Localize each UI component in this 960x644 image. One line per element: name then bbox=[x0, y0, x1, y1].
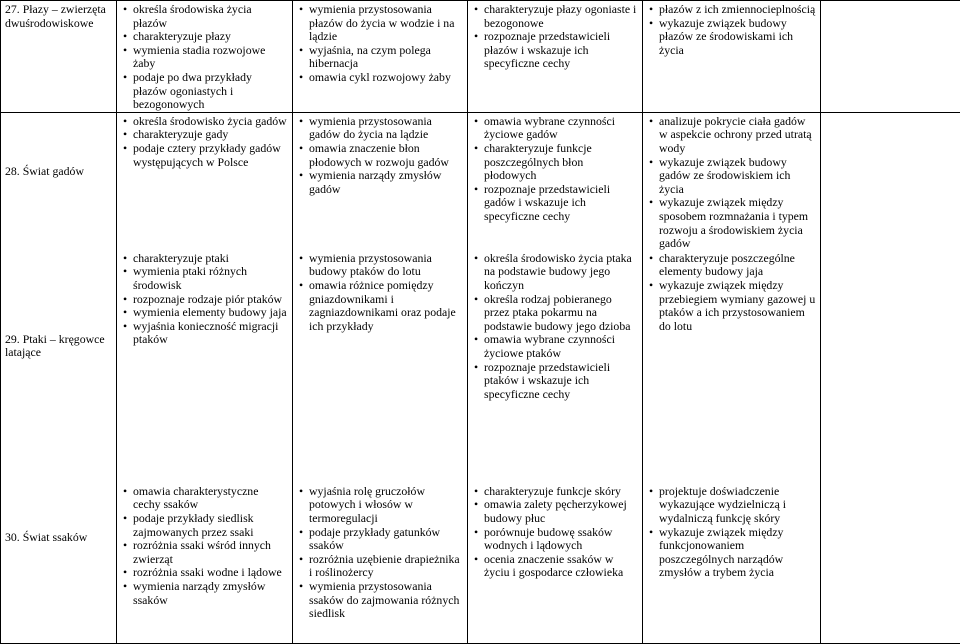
topic-title: 27. Płazy – zwierzęta dwuśrodowiskowe bbox=[5, 2, 106, 30]
requirement-item: • wyjaśnia konieczność migracji ptaków bbox=[123, 320, 288, 347]
requirement-item: • określa rodzaj pobieranego przez ptaka pokarmu na podstawie budowy jego dzioba bbox=[474, 293, 638, 334]
requirement-list bbox=[649, 485, 816, 580]
requirement-item: • wykazuje związek między sposobem rozmnażania i typem rozwoju a środowiskiem życia gadów bbox=[649, 196, 816, 250]
requirement-item: • omawia cykl rozwojowy żaby bbox=[299, 71, 463, 85]
requirement-list bbox=[123, 485, 288, 607]
requirement-item: • ocenia znaczenie ssaków w życiu i gospodarce człowieka bbox=[474, 553, 638, 580]
requirement-list bbox=[299, 485, 463, 621]
requirement-item: • wymienia ptaki różnych środowisk bbox=[123, 265, 288, 292]
requirement-list bbox=[474, 115, 638, 224]
requirement-list bbox=[474, 485, 638, 580]
requirement-item: • wyjaśnia, na czym polega hibernacja bbox=[299, 44, 463, 71]
requirement-item: • wykazuje związek między funkcjonowaniem poszczególnych narządów zmysłów a trybem życia bbox=[649, 526, 816, 580]
requirement-item: • omawia zalety pęcherzykowej budowy płuc bbox=[474, 498, 638, 525]
requirements-cell bbox=[643, 112, 821, 643]
requirement-list bbox=[299, 115, 463, 197]
requirement-item: • podaje przykłady gatunków ssaków bbox=[299, 526, 463, 553]
requirement-item: • wymienia przystosowania ssaków do zajmowania różnych siedlisk bbox=[299, 580, 463, 621]
requirement-item: • rozpoznaje przedstawicieli ptaków i wskazuje ich specyficzne cechy bbox=[474, 361, 638, 402]
requirements-cell bbox=[293, 112, 468, 643]
topic-cell bbox=[1, 112, 117, 643]
requirement-item: • rozpoznaje przedstawicieli płazów i wskazuje ich specyficzne cechy bbox=[474, 30, 638, 71]
requirement-item: • omawia różnice pomiędzy gniazdownikami i zagniazdownikami oraz podaje ich przykłady bbox=[299, 279, 463, 333]
requirement-list bbox=[123, 115, 288, 169]
requirement-item: • wymienia narządy zmysłów ssaków bbox=[123, 580, 288, 607]
requirement-item: • określa środowiska życia płazów bbox=[123, 3, 288, 30]
requirement-item: • wykazuje związek między przebiegiem wymiany gazowej u ptaków a ich przystosowaniem do lotu bbox=[649, 279, 816, 333]
requirements-cell bbox=[117, 1, 293, 113]
requirement-item: • rozpoznaje przedstawicieli gadów i wskazuje ich specyficzne cechy bbox=[474, 183, 638, 224]
requirement-item: • określa środowisko życia ptaka na podstawie budowy jego kończyn bbox=[474, 252, 638, 293]
requirement-item: • wymienia elementy budowy jaja bbox=[123, 306, 288, 320]
requirement-item: • porównuje budowę ssaków wodnych i lądowych bbox=[474, 526, 638, 553]
requirement-item: • wykazuje związek budowy gadów ze środowiskiem ich życia bbox=[649, 156, 816, 197]
requirement-item: • charakteryzuje gady bbox=[123, 128, 288, 142]
topic-title: 30. Świat ssaków bbox=[5, 531, 87, 545]
requirement-item: • projektuje doświadczenie wykazujące wydzielniczą i wydalniczą funkcję skóry bbox=[649, 485, 816, 526]
topic-cell bbox=[1, 1, 117, 113]
requirement-item: • płazów z ich zmiennocieplnością bbox=[649, 3, 816, 17]
requirement-item: • charakteryzuje funkcje poszczególnych błon płodowych bbox=[474, 142, 638, 183]
requirements-cell bbox=[117, 112, 293, 643]
requirement-item: • omawia znaczenie błon płodowych w rozwoju gadów bbox=[299, 142, 463, 169]
topic-title: 29. Ptaki – kręgowce latające bbox=[5, 333, 109, 360]
requirement-item: • wymienia narządy zmysłów gadów bbox=[299, 169, 463, 196]
requirement-item: • podaje cztery przykłady gadów występujących w Polsce bbox=[123, 142, 288, 169]
requirement-item: • omawia wybrane czynności życiowe ptaków bbox=[474, 333, 638, 360]
requirement-item: • wymienia stadia rozwojowe żaby bbox=[123, 44, 288, 71]
requirement-item: • rozpoznaje rodzaje piór ptaków bbox=[123, 293, 288, 307]
requirement-item: • omawia wybrane czynności życiowe gadów bbox=[474, 115, 638, 142]
requirement-item: • wykazuje związek budowy płazów ze środowiskami ich życia bbox=[649, 17, 816, 58]
requirement-item: • charakteryzuje płazy ogoniaste i bezogonowe bbox=[474, 3, 638, 30]
requirement-item: • podaje przykłady siedlisk zajmowanych przez ssaki bbox=[123, 512, 288, 539]
topic-title: 28. Świat gadów bbox=[5, 165, 84, 179]
requirements-cell bbox=[643, 1, 821, 113]
requirement-list bbox=[474, 252, 638, 402]
requirement-item: • określa środowisko życia gadów bbox=[123, 115, 288, 129]
requirement-item: • rozróżnia ssaki wodne i lądowe bbox=[123, 566, 288, 580]
requirement-item: • wymienia przystosowania płazów do życia w wodzie i na lądzie bbox=[299, 3, 463, 44]
requirement-item: • wyjaśnia rolę gruczołów potowych i włosów w termoregulacji bbox=[299, 485, 463, 526]
requirement-item: • charakteryzuje płazy bbox=[123, 30, 288, 44]
requirement-item: • rozróżnia ssaki wśród innych zwierząt bbox=[123, 539, 288, 566]
requirement-item: • rozróżnia uzębienie drapieżnika i roślinożercy bbox=[299, 553, 463, 580]
requirements-cell bbox=[468, 1, 643, 113]
requirement-item: • charakteryzuje ptaki bbox=[123, 252, 288, 266]
requirement-item: • wymienia przystosowania budowy ptaków do lotu bbox=[299, 252, 463, 279]
table-row bbox=[1, 112, 960, 643]
requirement-list bbox=[649, 115, 816, 251]
requirement-item: • omawia charakterystyczne cechy ssaków bbox=[123, 485, 288, 512]
requirement-item: • charakteryzuje funkcje skóry bbox=[474, 485, 638, 499]
empty-cell bbox=[821, 1, 960, 113]
requirements-cell bbox=[468, 112, 643, 643]
requirement-item: • podaje po dwa przykłady płazów ogoniastych i bezogonowych bbox=[123, 71, 288, 112]
requirement-list bbox=[649, 252, 816, 334]
requirement-item: • charakteryzuje poszczególne elementy budowy jaja bbox=[649, 252, 816, 279]
empty-cell bbox=[821, 112, 960, 643]
requirement-list bbox=[299, 252, 463, 334]
table-row bbox=[1, 1, 960, 113]
requirements-cell bbox=[293, 1, 468, 113]
requirement-item: • analizuje pokrycie ciała gadów w aspekcie ochrony przed utratą wody bbox=[649, 115, 816, 156]
requirement-list bbox=[123, 252, 288, 347]
requirement-item: • wymienia przystosowania gadów do życia na lądzie bbox=[299, 115, 463, 142]
